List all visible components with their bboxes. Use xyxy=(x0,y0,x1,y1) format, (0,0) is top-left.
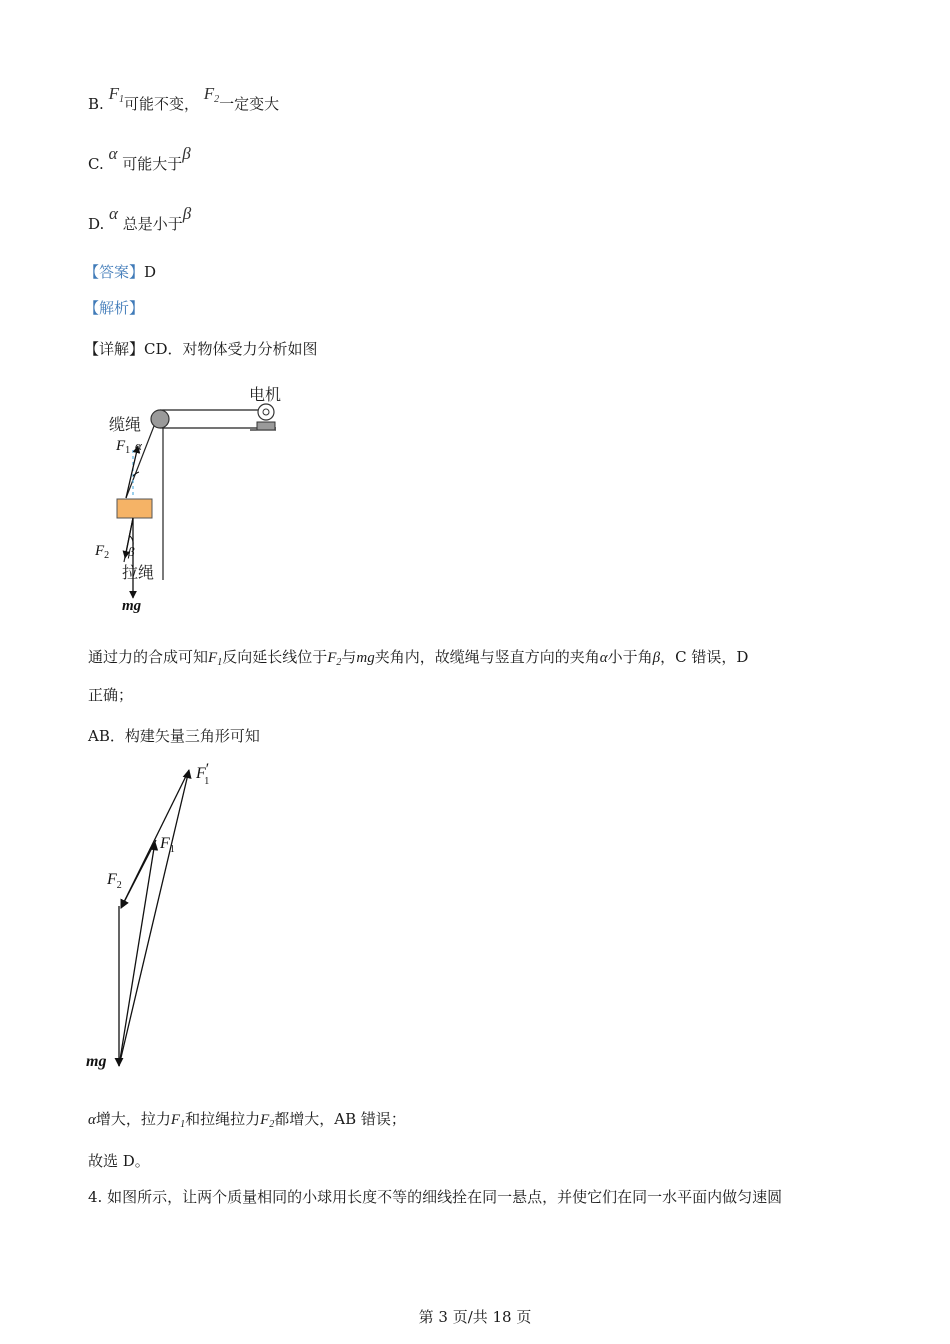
conclusion-text-b: 和拉绳拉力 xyxy=(185,1110,261,1128)
ab-line: AB．构建矢量三角形可知 xyxy=(88,727,260,745)
p1-text-a: 通过力的合成可知 xyxy=(88,648,209,666)
p1-f2: $F_2$ xyxy=(327,650,342,668)
option-d-beta: β xyxy=(182,204,192,223)
option-d xyxy=(88,204,192,234)
f1-prime-label: F′ 1 xyxy=(196,761,210,787)
p1-alpha: α xyxy=(599,650,608,666)
option-b xyxy=(88,84,280,120)
option-b-label: B. xyxy=(88,95,104,113)
block xyxy=(117,499,152,518)
detail-text: CD．对物体受力分析如图 xyxy=(144,340,318,358)
detail-tag: 【详解】 xyxy=(84,340,145,358)
conclusion-line xyxy=(88,1109,406,1135)
f2-label: $F_2$ xyxy=(107,871,122,891)
p1-text-d: 夹角内，故缆绳与竖直方向的夹角 xyxy=(374,648,600,666)
p1-f1: $F_1$ xyxy=(208,650,223,668)
p1-text-c: 与 xyxy=(341,648,357,666)
beta-label: β xyxy=(128,544,135,559)
paragraph1-line2: 正确； xyxy=(88,686,134,704)
answer-tag: 【答案】 xyxy=(84,263,145,281)
page-footer: 第 3 页/共 18 页 xyxy=(418,1308,532,1326)
p1-mg: mg xyxy=(356,650,375,666)
option-c xyxy=(88,144,191,174)
conclusion-alpha: α xyxy=(88,1112,96,1128)
motor-hub xyxy=(263,409,269,415)
answer-line xyxy=(84,262,156,282)
option-c-beta: β xyxy=(182,144,191,163)
pulley xyxy=(151,410,169,428)
mg-label: mg xyxy=(122,598,142,614)
f1-label: $F_1$ xyxy=(116,438,131,456)
conclusion-text-a: 增大，拉力 xyxy=(95,1110,171,1128)
question-4: 4. 如图所示，让两个质量相同的小球用长度不等的细线拴在同一悬点，并使它们在同一水平面内做匀速圆 xyxy=(88,1188,783,1206)
pull-rope-label: 拉绳 xyxy=(122,565,155,582)
f1-label: $F_1$ xyxy=(160,835,175,855)
vector-triangle xyxy=(84,758,244,1078)
option-b-f1: $F_1$ xyxy=(108,84,124,105)
option-b-f2-text: 一定变大 xyxy=(219,95,280,113)
f2-prime-vector xyxy=(121,770,189,908)
p1-text-b: 反向延长线位于 xyxy=(222,648,328,666)
cable-line xyxy=(126,426,154,498)
option-b-f1-text: 可能不变， xyxy=(123,95,199,113)
mg-label: mg xyxy=(86,1053,107,1070)
conclusion-f1: $F_1$ xyxy=(170,1112,186,1130)
alpha-label: α xyxy=(135,438,142,453)
option-c-text: 可能大于 xyxy=(122,155,183,173)
option-d-alpha: α xyxy=(109,204,118,223)
motor-base xyxy=(257,422,275,430)
p1-text-f: ，C 错误，D xyxy=(660,648,749,666)
option-d-text: 总是小于 xyxy=(122,215,183,233)
option-c-label: C. xyxy=(88,155,104,173)
choose-line: 故选 D。 xyxy=(88,1152,150,1170)
f1-prime-vector xyxy=(119,770,189,1066)
p1-text-e: 小于角 xyxy=(607,648,653,666)
option-d-label: D. xyxy=(88,215,105,233)
p1-beta: β xyxy=(652,650,661,666)
detail-line xyxy=(84,339,318,359)
conclusion-f2: $F_2$ xyxy=(260,1112,275,1130)
force-diagram xyxy=(86,380,306,620)
analysis-tag: 【解析】 xyxy=(84,299,145,317)
option-c-alpha: α xyxy=(108,144,118,163)
f2-label: $F_2$ xyxy=(95,543,110,561)
option-b-f2: $F_2$ xyxy=(203,84,220,105)
cable-label: 缆绳 xyxy=(109,417,142,434)
answer-value: D xyxy=(144,263,157,281)
paragraph1-line1 xyxy=(88,647,748,673)
motor-label: 电机 xyxy=(249,387,282,404)
conclusion-text-c: 都增大，AB 错误； xyxy=(274,1110,406,1128)
